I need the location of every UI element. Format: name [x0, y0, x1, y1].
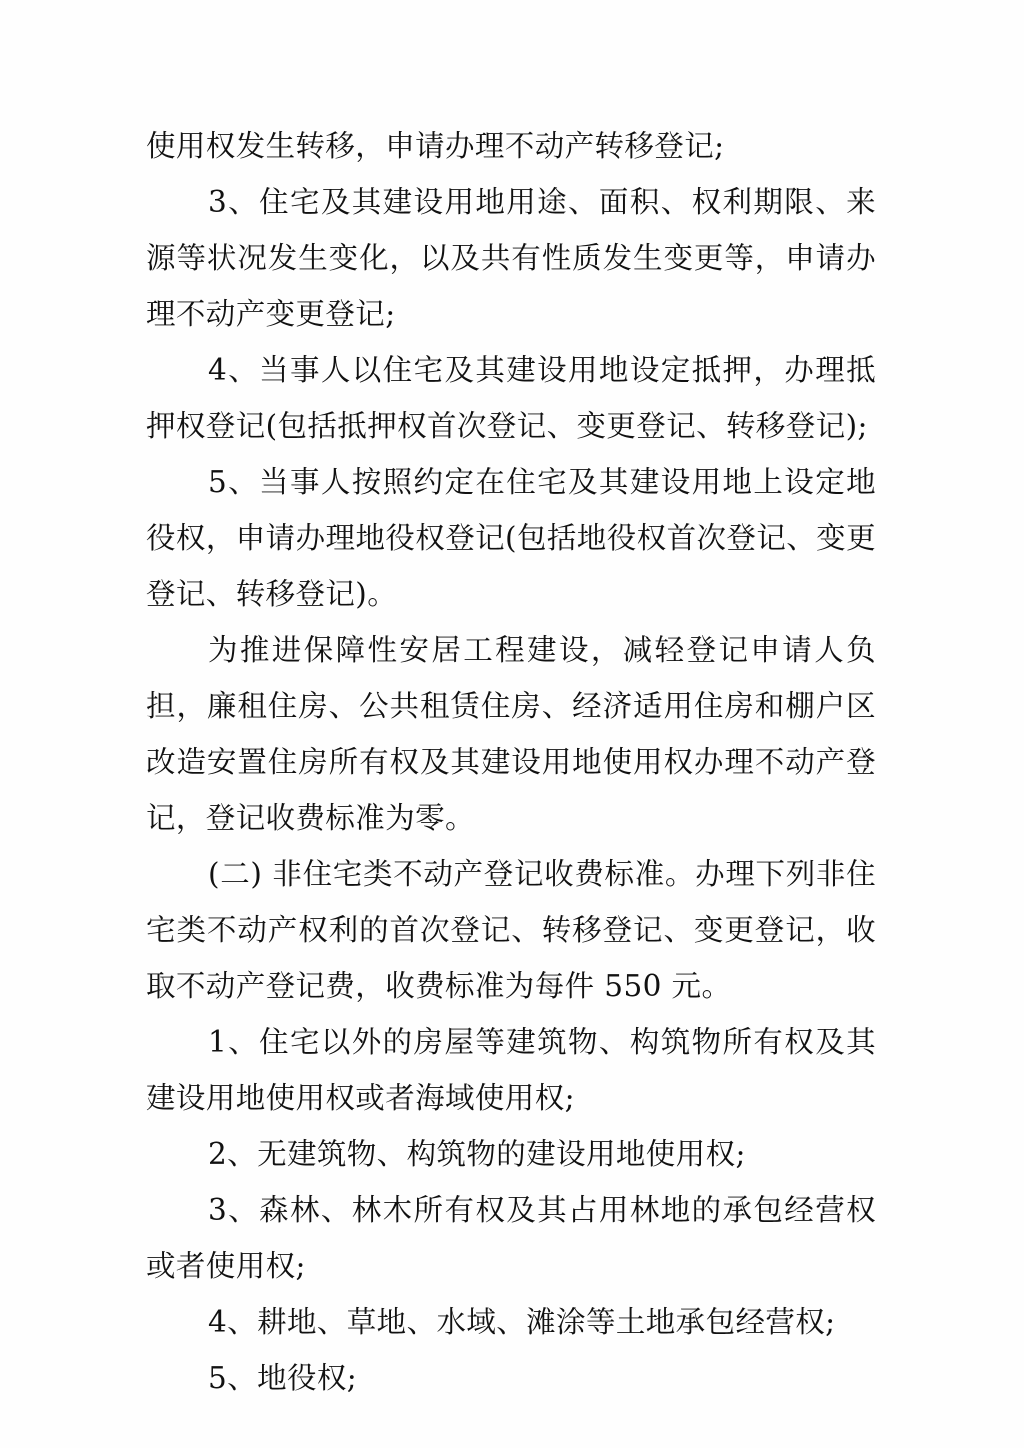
paragraph: (二) 非住宅类不动产登记收费标准。办理下列非住宅类不动产权利的首次登记、转移登记、变更登记，收取不动产登记费，收费标准为每件 550 元。: [146, 857, 876, 1003]
paragraph: 5、地役权;: [208, 1361, 358, 1395]
paragraph: 1、住宅以外的房屋等建筑物、构筑物所有权及其建设用地使用权或者海域使用权;: [146, 1025, 876, 1115]
paragraph: 2、无建筑物、构筑物的建设用地使用权;: [208, 1137, 746, 1171]
paragraph: 4、耕地、草地、水域、滩涂等土地承包经营权;: [208, 1305, 836, 1339]
document-body: [146, 118, 876, 1406]
paragraph: 5、当事人按照约定在住宅及其建设用地上设定地役权，申请办理地役权登记(包括地役权首次登记、变更登记、转移登记)。: [146, 465, 876, 611]
paragraph: 4、当事人以住宅及其建设用地设定抵押，办理抵押权登记(包括抵押权首次登记、变更登记、转移登记);: [146, 353, 876, 443]
paragraph: 为推进保障性安居工程建设，减轻登记申请人负担，廉租住房、公共租赁住房、经济适用住房和棚户区改造安置住房所有权及其建设用地使用权办理不动产登记，登记收费标准为零。: [146, 633, 876, 835]
paragraph: 3、住宅及其建设用地用途、面积、权利期限、来源等状况发生变化，以及共有性质发生变更等，申请办理不动产变更登记;: [146, 185, 876, 331]
paragraph: 使用权发生转移，申请办理不动产转移登记;: [146, 129, 725, 163]
paragraph: 3、森林、林木所有权及其占用林地的承包经营权或者使用权;: [146, 1193, 876, 1283]
